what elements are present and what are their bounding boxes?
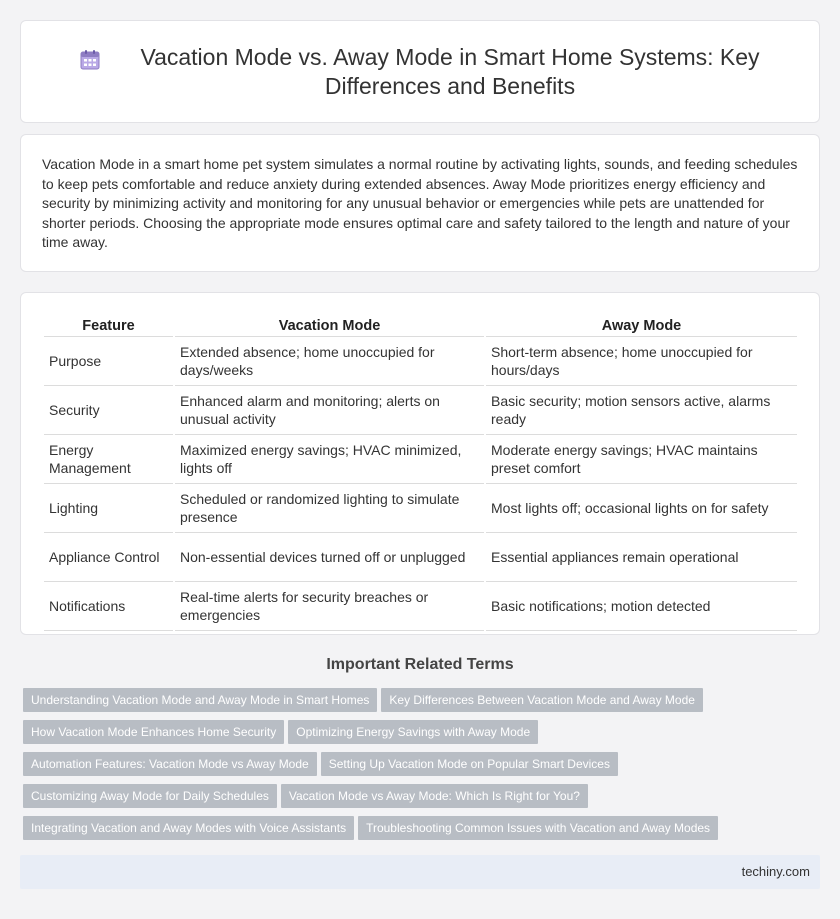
feature-cell: Security — [44, 386, 173, 435]
feature-cell: Lighting — [44, 484, 173, 533]
site-name[interactable]: techiny.com — [741, 864, 810, 879]
feature-cell: Energy Management — [44, 435, 173, 484]
vacation-cell: Extended absence; home unoccupied for days/weeks — [175, 337, 484, 386]
related-term-link[interactable]: Troubleshooting Common Issues with Vacation and Away Modes — [358, 816, 718, 840]
related-term-link[interactable]: Integrating Vacation and Away Modes with Voice Assistants — [23, 816, 354, 840]
footer — [20, 855, 820, 889]
table-row — [44, 582, 797, 631]
table-row — [44, 386, 797, 435]
vacation-cell: Real-time alerts for security breaches or emergencies — [175, 582, 484, 631]
comparison-table — [42, 315, 799, 631]
vacation-cell: Enhanced alarm and monitoring; alerts on unusual activity — [175, 386, 484, 435]
tag-row — [23, 816, 823, 848]
intro-card — [20, 134, 820, 272]
feature-cell: Notifications — [44, 582, 173, 631]
feature-cell: Appliance Control — [44, 533, 173, 582]
table-row — [44, 337, 797, 386]
feature-cell: Purpose — [44, 337, 173, 386]
away-cell: Basic security; motion sensors active, alarms ready — [486, 386, 797, 435]
page-title: Vacation Mode vs. Away Mode in Smart Home Systems: Key Differences and Benefits — [140, 44, 760, 99]
tag-row — [23, 752, 823, 784]
vacation-cell: Non-essential devices turned off or unplugged — [175, 533, 484, 582]
related-terms-title: Important Related Terms — [326, 656, 514, 673]
table-row — [44, 533, 797, 582]
table-header-row — [44, 315, 797, 337]
header-vacation-mode: Vacation Mode — [175, 315, 484, 337]
away-cell: Moderate energy savings; HVAC maintains preset comfort — [486, 435, 797, 484]
away-cell: Short-term absence; home unoccupied for hours/days — [486, 337, 797, 386]
tag-row — [23, 720, 823, 752]
related-term-link[interactable]: Understanding Vacation Mode and Away Mode in Smart Homes — [23, 688, 377, 712]
tag-row — [23, 688, 823, 720]
table-row — [44, 435, 797, 484]
related-term-link[interactable]: Automation Features: Vacation Mode vs Away Mode — [23, 752, 317, 776]
intro-paragraph: Vacation Mode in a smart home pet system simulates a normal routine by activating lights, sounds, and feeding schedules to keep pets comfortable and reduce anxiety during extended absences. Away Mode prioritizes energy efficiency and security by minimizing activity and monitoring for any unusual behavior or emergencies while pets are unattended for shorter periods. Choosing the appropriate mode ensures optimal care and safety tailored to the length and nature of your time away. — [42, 156, 798, 251]
header-away-mode: Away Mode — [486, 315, 797, 337]
related-term-link[interactable]: Vacation Mode vs Away Mode: Which Is Right for You? — [281, 784, 588, 808]
related-term-link[interactable]: Setting Up Vacation Mode on Popular Smart Devices — [321, 752, 618, 776]
comparison-table-card — [20, 292, 820, 635]
header-feature: Feature — [44, 315, 173, 337]
table-row — [44, 484, 797, 533]
vacation-cell: Maximized energy savings; HVAC minimized, lights off — [175, 435, 484, 484]
related-term-link[interactable]: How Vacation Mode Enhances Home Security — [23, 720, 284, 744]
related-term-link[interactable]: Customizing Away Mode for Daily Schedules — [23, 784, 277, 808]
title-card — [20, 20, 820, 123]
related-terms-list — [23, 688, 823, 848]
vacation-cell: Scheduled or randomized lighting to simulate presence — [175, 484, 484, 533]
tag-row — [23, 784, 823, 816]
related-term-link[interactable]: Key Differences Between Vacation Mode and Away Mode — [381, 688, 703, 712]
away-cell: Most lights off; occasional lights on for safety — [486, 484, 797, 533]
related-term-link[interactable]: Optimizing Energy Savings with Away Mode — [288, 720, 538, 744]
away-cell: Essential appliances remain operational — [486, 533, 797, 582]
away-cell: Basic notifications; motion detected — [486, 582, 797, 631]
